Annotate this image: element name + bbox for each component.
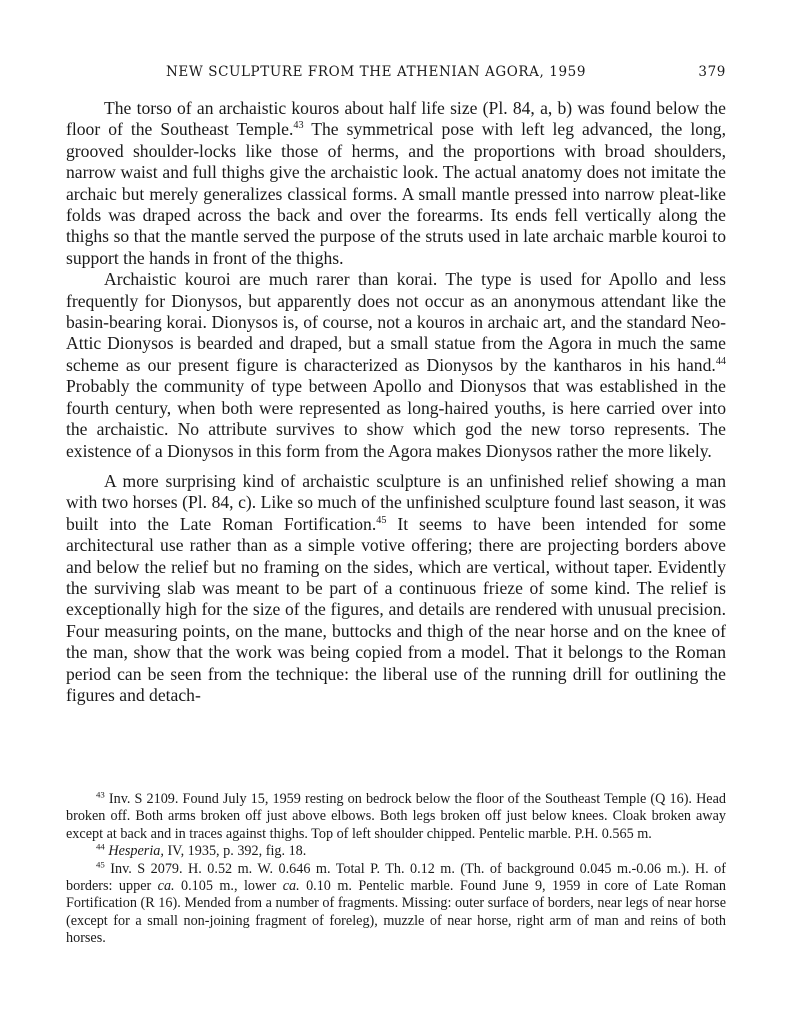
- running-header: [66, 64, 726, 84]
- paragraph-text: A more surprising kind of archaistic sculpture is an unfinished relief showing a man with two horses (Pl. 84, c). Like so much of the unfinished sculpture found last season, it was built into the Late Roman Fortification.: [66, 470, 726, 534]
- paragraph-text: The torso of an archaistic kouros about half life size (Pl. 84, a, b) was found below the floor of the Southeast Temple.: [66, 98, 726, 140]
- paragraph-text: Archaistic kouroi are much rarer than korai. The type is used for Apollo and less frequently for Dionysos, but apparently does not occur as an anonymous attendant like the basin-bearing korai. Dionysos is, of course, not a kouros in archaic art, and the standard Neo-Attic Dionysos is bearded and draped, but a small statue from the Agora in much the same scheme as our present figure is characterized as Dionysos by the kantharos in his hand.: [66, 269, 726, 375]
- paragraph-text: Probably the community of type between Apollo and Dionysos that was established in the fourth century, when both were represented as long-haired youths, is here carried over into the archaistic. No attribute survives to show which god the new torso represents. The existence of a Dionysos in this form from the Agora makes Dionysos rather the more likely.: [66, 376, 726, 461]
- paragraph-3: [66, 471, 726, 706]
- running-title: NEW SCULPTURE FROM THE ATHENIAN AGORA, 1959: [166, 64, 587, 80]
- footnotes: [66, 791, 726, 948]
- paragraph-2: [66, 269, 726, 462]
- circa-abbrev: ca.: [157, 878, 175, 895]
- paragraph-text: The symmetrical pose with left leg advanced, the long, grooved shoulder-locks like those of herms, and the proportions with broad shoulders, narrow waist and full thighs give the archaistic look. The actual anatomy does not imitate the archaic but merely generalizes classical forms. A small mantle pressed into narrow pleat-like folds was draped across the back and over the forearms. Its ends fell vertically along the thighs so that the mantle served the purpose of the struts used in late archaic marble kouroi to support the hands in front of the thighs.: [66, 119, 726, 268]
- paragraph-text: It seems to have been intended for some architectural use rather than as a simple votive offering; there are projecting borders above and below the relief but no framing on the sides, which are vertical, without taper. Evidently the surviving slab was meant to be part of a continuous frieze of some kind. The relief is exceptionally high for the size of the figures, and details are rendered with unusual precision. Four measuring points, on the mane, buttocks and thigh of the near horse and on the knee of the man, show that the work was being copied from a model. That it belongs to the Roman period can be seen from the technique: the liberal use of the running drill for outlining the figures and detach-: [66, 513, 726, 705]
- journal-title: Hesperia,: [108, 843, 164, 860]
- page-number: 379: [698, 64, 726, 80]
- footnote-ref-43: 43: [293, 120, 304, 132]
- footnote-text: Inv. S 2079. H. 0.52 m. W. 0.646 m. Total P. Th. 0.12 m. (Th. of background 0.045 m.-0.06 m.). H. of borders: upper: [66, 860, 726, 895]
- footnote-number: 43: [96, 789, 105, 800]
- footnote-text: 0.10 m. Pentelic marble. Found June 9, 1959 in core of Late Roman Fortification (R 16). Mended from a number of fragments. Missing: outer surface of borders, near legs of near horse (except for a small non-joining fragment of foreleg), muzzle of near horse, right arm of man and reins of both horses.: [66, 878, 726, 947]
- footnote-45: [66, 858, 726, 948]
- footnote-text: IV, 1935, p. 392, fig. 18.: [163, 843, 307, 860]
- footnote-number: 45: [96, 858, 105, 869]
- circa-abbrev: ca.: [282, 878, 300, 895]
- body-text: [66, 98, 726, 706]
- paragraph-1: [66, 98, 726, 269]
- footnote-number: 44: [96, 841, 105, 852]
- footnote-ref-44: 44: [715, 356, 726, 368]
- footnote-text: 0.105 m., lower: [174, 878, 283, 895]
- footnote-43: [66, 791, 726, 843]
- footnote-44: [66, 843, 726, 860]
- footnote-ref-45: 45: [376, 514, 387, 526]
- footnote-text: Inv. S 2109. Found July 15, 1959 resting on bedrock below the floor of the Southeast Temple (Q 16). Head broken off. Both arms broken off just above elbows. Both legs broken off just below knees. Cloak broken away except at back and in traces against thighs. Top of left shoulder chipped. Pentelic marble. P.H. 0.565 m.: [66, 791, 726, 842]
